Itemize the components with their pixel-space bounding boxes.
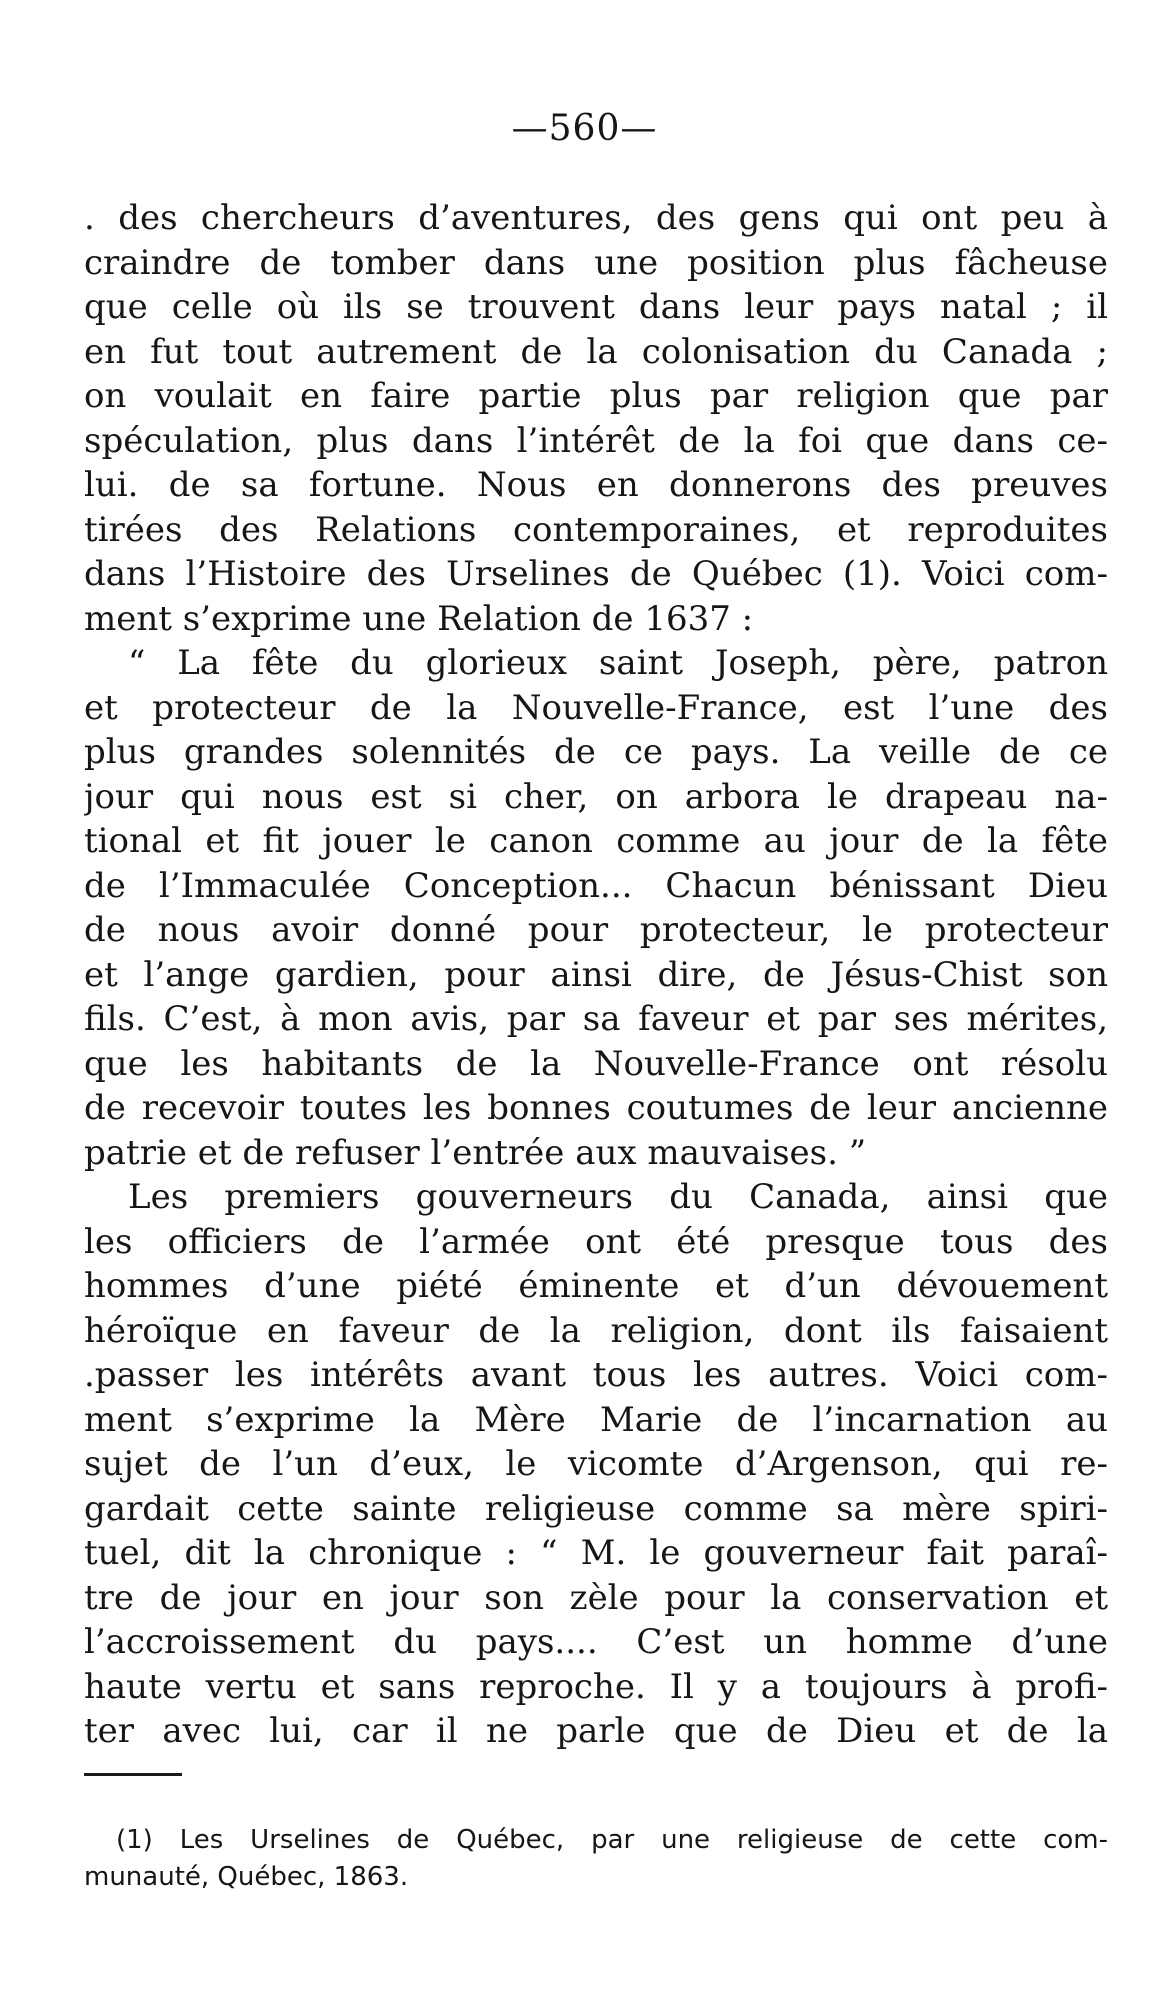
body-text	[84, 196, 1108, 1754]
text-line: Les premiers gouverneurs du Canada, ainsi que	[128, 1177, 1108, 1217]
quote-line: fils. C’est, à mon avis, par sa faveur et par ses mérites,	[84, 999, 1108, 1039]
text-line: on voulait en faire partie plus par religion que par	[84, 376, 1108, 416]
text-line: gardait cette sainte religieuse comme sa mère spiri-	[84, 1488, 1108, 1529]
text-line: . des chercheurs d’aventures, des gens qui ont peu à	[84, 198, 1108, 238]
quote-line: et protecteur de la Nouvelle-France, est l’une des	[84, 687, 1108, 728]
quote-line: “ La fête du glorieux saint Joseph, père, patron	[128, 643, 1108, 683]
text-line: ment s’exprime la Mère Marie de l’incarnation au	[84, 1399, 1108, 1440]
text-line: haute vertu et sans reproche. Il y a toujours à profi-	[84, 1666, 1108, 1707]
text-line: en fut tout autrement de la colonisation du Canada ;	[84, 331, 1108, 372]
text-line: que celle où ils se trouvent dans leur pays natal ; il	[84, 287, 1108, 327]
text-line: les officiers de l’armée ont été presque tous des	[84, 1221, 1108, 1262]
quote-line: de nous avoir donné pour protecteur, le protecteur	[84, 910, 1108, 950]
text-line: sujet de l’un d’eux, le vicomte d’Argenson, qui re-	[84, 1444, 1108, 1484]
footnote-rule	[84, 1773, 182, 1776]
page-number: —560—	[511, 108, 658, 149]
footnote	[84, 1822, 1108, 1896]
text-line: tuel, dit la chronique : “ M. le gouverneur fait paraî-	[84, 1533, 1108, 1573]
quote-line: et l’ange gardien, pour ainsi dire, de Jésus-Chist son	[84, 954, 1108, 995]
text-line: tre de jour en jour son zèle pour la conservation et	[84, 1577, 1108, 1618]
quote-line: de l’Immaculée Conception... Chacun bénissant Dieu	[84, 865, 1108, 906]
text-line: héroïque en faveur de la religion, dont ils faisaient	[84, 1310, 1108, 1351]
text-line: l’accroissement du pays.... C’est un homme d’une	[84, 1622, 1108, 1662]
quote-line: plus grandes solennités de ce pays. La veille de ce	[84, 732, 1108, 772]
text-line: ment s’exprime une Relation de 1637 :	[84, 598, 754, 639]
text-line: lui. de sa fortune. Nous en donnerons des preuves	[84, 465, 1108, 505]
quote-line: tional et fit jouer le canon comme au jour de la fête	[84, 821, 1108, 861]
text-line: .passer les intérêts avant tous les autres. Voici com-	[84, 1355, 1108, 1395]
text-line: ter avec lui, car il ne parle que de Dieu et de la	[84, 1711, 1108, 1751]
text-line: spéculation, plus dans l’intérêt de la foi que dans ce-	[84, 420, 1108, 461]
quote-line: jour qui nous est si cher, on arbora le drapeau na-	[84, 776, 1108, 817]
text-line: dans l’Histoire des Urselines de Québec (1). Voici com-	[84, 554, 1108, 594]
footnote-line: munauté, Québec, 1863.	[84, 1862, 409, 1892]
text-line: tirées des Relations contemporaines, et reproduites	[84, 509, 1108, 550]
quote-line: patrie et de refuser l’entrée aux mauvaises. ”	[84, 1132, 867, 1173]
quote-line: de recevoir toutes les bonnes coutumes de leur ancienne	[84, 1088, 1108, 1128]
quote-line: que les habitants de la Nouvelle-France ont résolu	[84, 1043, 1108, 1084]
text-line: craindre de tomber dans une position plus fâcheuse	[84, 242, 1108, 283]
footnote-line: (1) Les Urselines de Québec, par une religieuse de cette com-	[116, 1825, 1108, 1855]
text-line: hommes d’une piété éminente et d’un dévouement	[84, 1266, 1108, 1306]
